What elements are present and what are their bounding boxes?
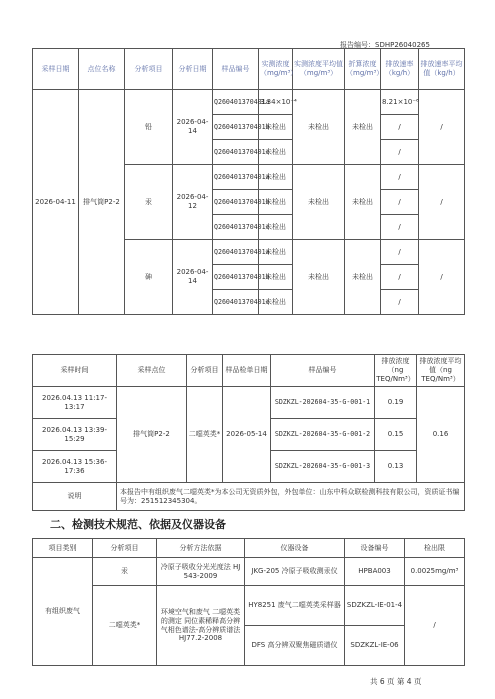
emission-conc: 0.15 bbox=[375, 419, 417, 451]
col-header: 仪器设备 bbox=[245, 539, 345, 558]
col-header: 排放浓度平均值（ng TEQ/Nm³） bbox=[417, 355, 465, 387]
measured-conc: 未检出 bbox=[259, 165, 293, 190]
analysis-item: 二噁英类* bbox=[93, 586, 157, 666]
col-header: 设备编号 bbox=[345, 539, 405, 558]
col-header: 分析方法依据 bbox=[157, 539, 245, 558]
rate-avg: / bbox=[419, 240, 465, 315]
col-header: 点位名称 bbox=[79, 49, 125, 90]
measured-conc: 未检出 bbox=[259, 265, 293, 290]
col-header: 项目类别 bbox=[33, 539, 93, 558]
sampling-time: 2026.04.13 15:36-17:36 bbox=[33, 451, 117, 483]
col-header: 分析日期 bbox=[173, 49, 213, 90]
rate-avg: / bbox=[419, 165, 465, 240]
sample-id: Q260401370401c bbox=[213, 140, 259, 165]
sample-id: Q260401370401a bbox=[213, 165, 259, 190]
dioxin-table bbox=[32, 354, 465, 511]
analysis-date: 2026-04-14 bbox=[173, 240, 213, 315]
col-header: 实测浓度平均值（mg/m³） bbox=[293, 49, 345, 90]
measured-conc: 未检出 bbox=[259, 140, 293, 165]
col-header: 样品检单日期 bbox=[223, 355, 271, 387]
sample-id: Q260401370401b bbox=[213, 265, 259, 290]
emission-rate: / bbox=[381, 140, 419, 165]
equip-no: SDZKZL-IE-01-4 bbox=[345, 586, 405, 626]
col-header: 排放速率（kg/h） bbox=[381, 49, 419, 90]
analysis-date: 2026-04-12 bbox=[173, 165, 213, 240]
avg-conc: 未检出 bbox=[293, 165, 345, 240]
measured-conc: 3.34×10⁻⁴ bbox=[259, 90, 293, 115]
measured-conc: 未检出 bbox=[259, 240, 293, 265]
instrument: DFS 高分辨双聚焦磁质谱仪 bbox=[245, 626, 345, 666]
page-footer: 共 6 页 第 4 页 bbox=[370, 677, 422, 686]
analysis-item: 汞 bbox=[93, 558, 157, 586]
measured-conc: 未检出 bbox=[259, 190, 293, 215]
measured-conc: 未检出 bbox=[259, 215, 293, 240]
table-header-row bbox=[33, 355, 465, 387]
note-text: 本报告中有组织废气二噁英类*为本公司无资质外包，外包单位：山东中科众联检测科技有限公司，资质证书编号为：251512345304。 bbox=[117, 483, 465, 511]
sampling-time: 2026.04.13 11:17-13:17 bbox=[33, 387, 117, 419]
sampling-time: 2026.04.13 13:39-15:29 bbox=[33, 419, 117, 451]
col-header: 样品编号 bbox=[213, 49, 259, 90]
converted-conc: 未检出 bbox=[345, 165, 381, 240]
sample-id: Q260401370401a bbox=[213, 240, 259, 265]
method: 冷原子吸收分光光度法 HJ 543-2009 bbox=[157, 558, 245, 586]
emission-conc: 0.19 bbox=[375, 387, 417, 419]
col-header: 排放速率平均值（kg/h） bbox=[419, 49, 465, 90]
col-header: 分析项目 bbox=[93, 539, 157, 558]
sampling-point: 排气筒P2-2 bbox=[117, 387, 187, 483]
category: 有组织废气 bbox=[33, 558, 93, 666]
sample-id: SDZKZL-202604-35-G-001-2 bbox=[271, 419, 375, 451]
analysis-date: 2026-05-14 bbox=[223, 387, 271, 483]
avg-conc: 未检出 bbox=[293, 240, 345, 315]
analysis-item: 汞 bbox=[125, 165, 173, 240]
sampling-date: 2026-04-11 bbox=[33, 90, 79, 315]
table-header-row bbox=[33, 539, 465, 558]
method-table bbox=[32, 538, 465, 666]
note-label: 说明 bbox=[33, 483, 117, 511]
avg-conc: 未检出 bbox=[293, 90, 345, 165]
col-header: 采样日期 bbox=[33, 49, 79, 90]
emission-conc: 0.13 bbox=[375, 451, 417, 483]
converted-conc: 未检出 bbox=[345, 240, 381, 315]
col-header: 实测浓度（mg/m³） bbox=[259, 49, 293, 90]
sample-id: SDZKZL-202604-35-G-001-3 bbox=[271, 451, 375, 483]
sampling-point: 排气筒P2-2 bbox=[79, 90, 125, 315]
emission-rate: / bbox=[381, 165, 419, 190]
note-row bbox=[33, 483, 465, 511]
analysis-item: 二噁英类* bbox=[187, 387, 223, 483]
emission-rate: / bbox=[381, 190, 419, 215]
sample-id: Q260401370401a bbox=[213, 90, 259, 115]
col-header: 采样点位 bbox=[117, 355, 187, 387]
equip-no: SDZKZL-IE-06 bbox=[345, 626, 405, 666]
emission-rate: / bbox=[381, 265, 419, 290]
sample-id: Q260401370401c bbox=[213, 215, 259, 240]
col-header: 样品编号 bbox=[271, 355, 375, 387]
sample-id: Q260401370401b bbox=[213, 190, 259, 215]
emission-rate: / bbox=[381, 115, 419, 140]
measured-conc: 未检出 bbox=[259, 115, 293, 140]
table-row bbox=[33, 586, 465, 626]
analysis-item: 砷 bbox=[125, 240, 173, 315]
emission-rate: 8.21×10⁻⁶ bbox=[381, 90, 419, 115]
analysis-date: 2026-04-14 bbox=[173, 90, 213, 165]
sample-id: SDZKZL-202604-35-G-001-1 bbox=[271, 387, 375, 419]
heavy-metal-table bbox=[32, 48, 465, 315]
emission-rate: / bbox=[381, 240, 419, 265]
col-header: 检出限 bbox=[405, 539, 465, 558]
equip-no: HPBA003 bbox=[345, 558, 405, 586]
sample-id: Q260401370401b bbox=[213, 115, 259, 140]
sample-id: Q260401370401c bbox=[213, 290, 259, 315]
method: 环境空气和废气 二噁英类的测定 同位素稀释高分辨气相色谱法-高分辨质谱法 HJ77.2-2008 bbox=[157, 586, 245, 666]
col-header: 折算浓度（mg/m³） bbox=[345, 49, 381, 90]
report-number: 报告编号：SDHP26040265 bbox=[340, 41, 430, 49]
analysis-item: 铅 bbox=[125, 90, 173, 165]
converted-conc: 未检出 bbox=[345, 90, 381, 165]
col-header: 分析项目 bbox=[125, 49, 173, 90]
table-row bbox=[33, 387, 465, 419]
col-header: 采样时间 bbox=[33, 355, 117, 387]
measured-conc: 未检出 bbox=[259, 290, 293, 315]
rate-avg: / bbox=[419, 90, 465, 165]
section-title: 二、检测技术规范、依据及仪器设备 bbox=[50, 518, 226, 531]
emission-rate: / bbox=[381, 290, 419, 315]
table-header-row bbox=[33, 49, 465, 90]
conc-avg: 0.16 bbox=[417, 387, 465, 483]
col-header: 分析项目 bbox=[187, 355, 223, 387]
table-row bbox=[33, 558, 465, 586]
table-row bbox=[33, 90, 465, 115]
col-header: 排放浓度（ng TEQ/Nm³） bbox=[375, 355, 417, 387]
instrument: JKG-205 冷原子吸收测汞仪 bbox=[245, 558, 345, 586]
detection-limit: 0.0025mg/m³ bbox=[405, 558, 465, 586]
detection-limit: / bbox=[405, 586, 465, 666]
instrument: HY8251 废气二噁英类采样器 bbox=[245, 586, 345, 626]
emission-rate: / bbox=[381, 215, 419, 240]
